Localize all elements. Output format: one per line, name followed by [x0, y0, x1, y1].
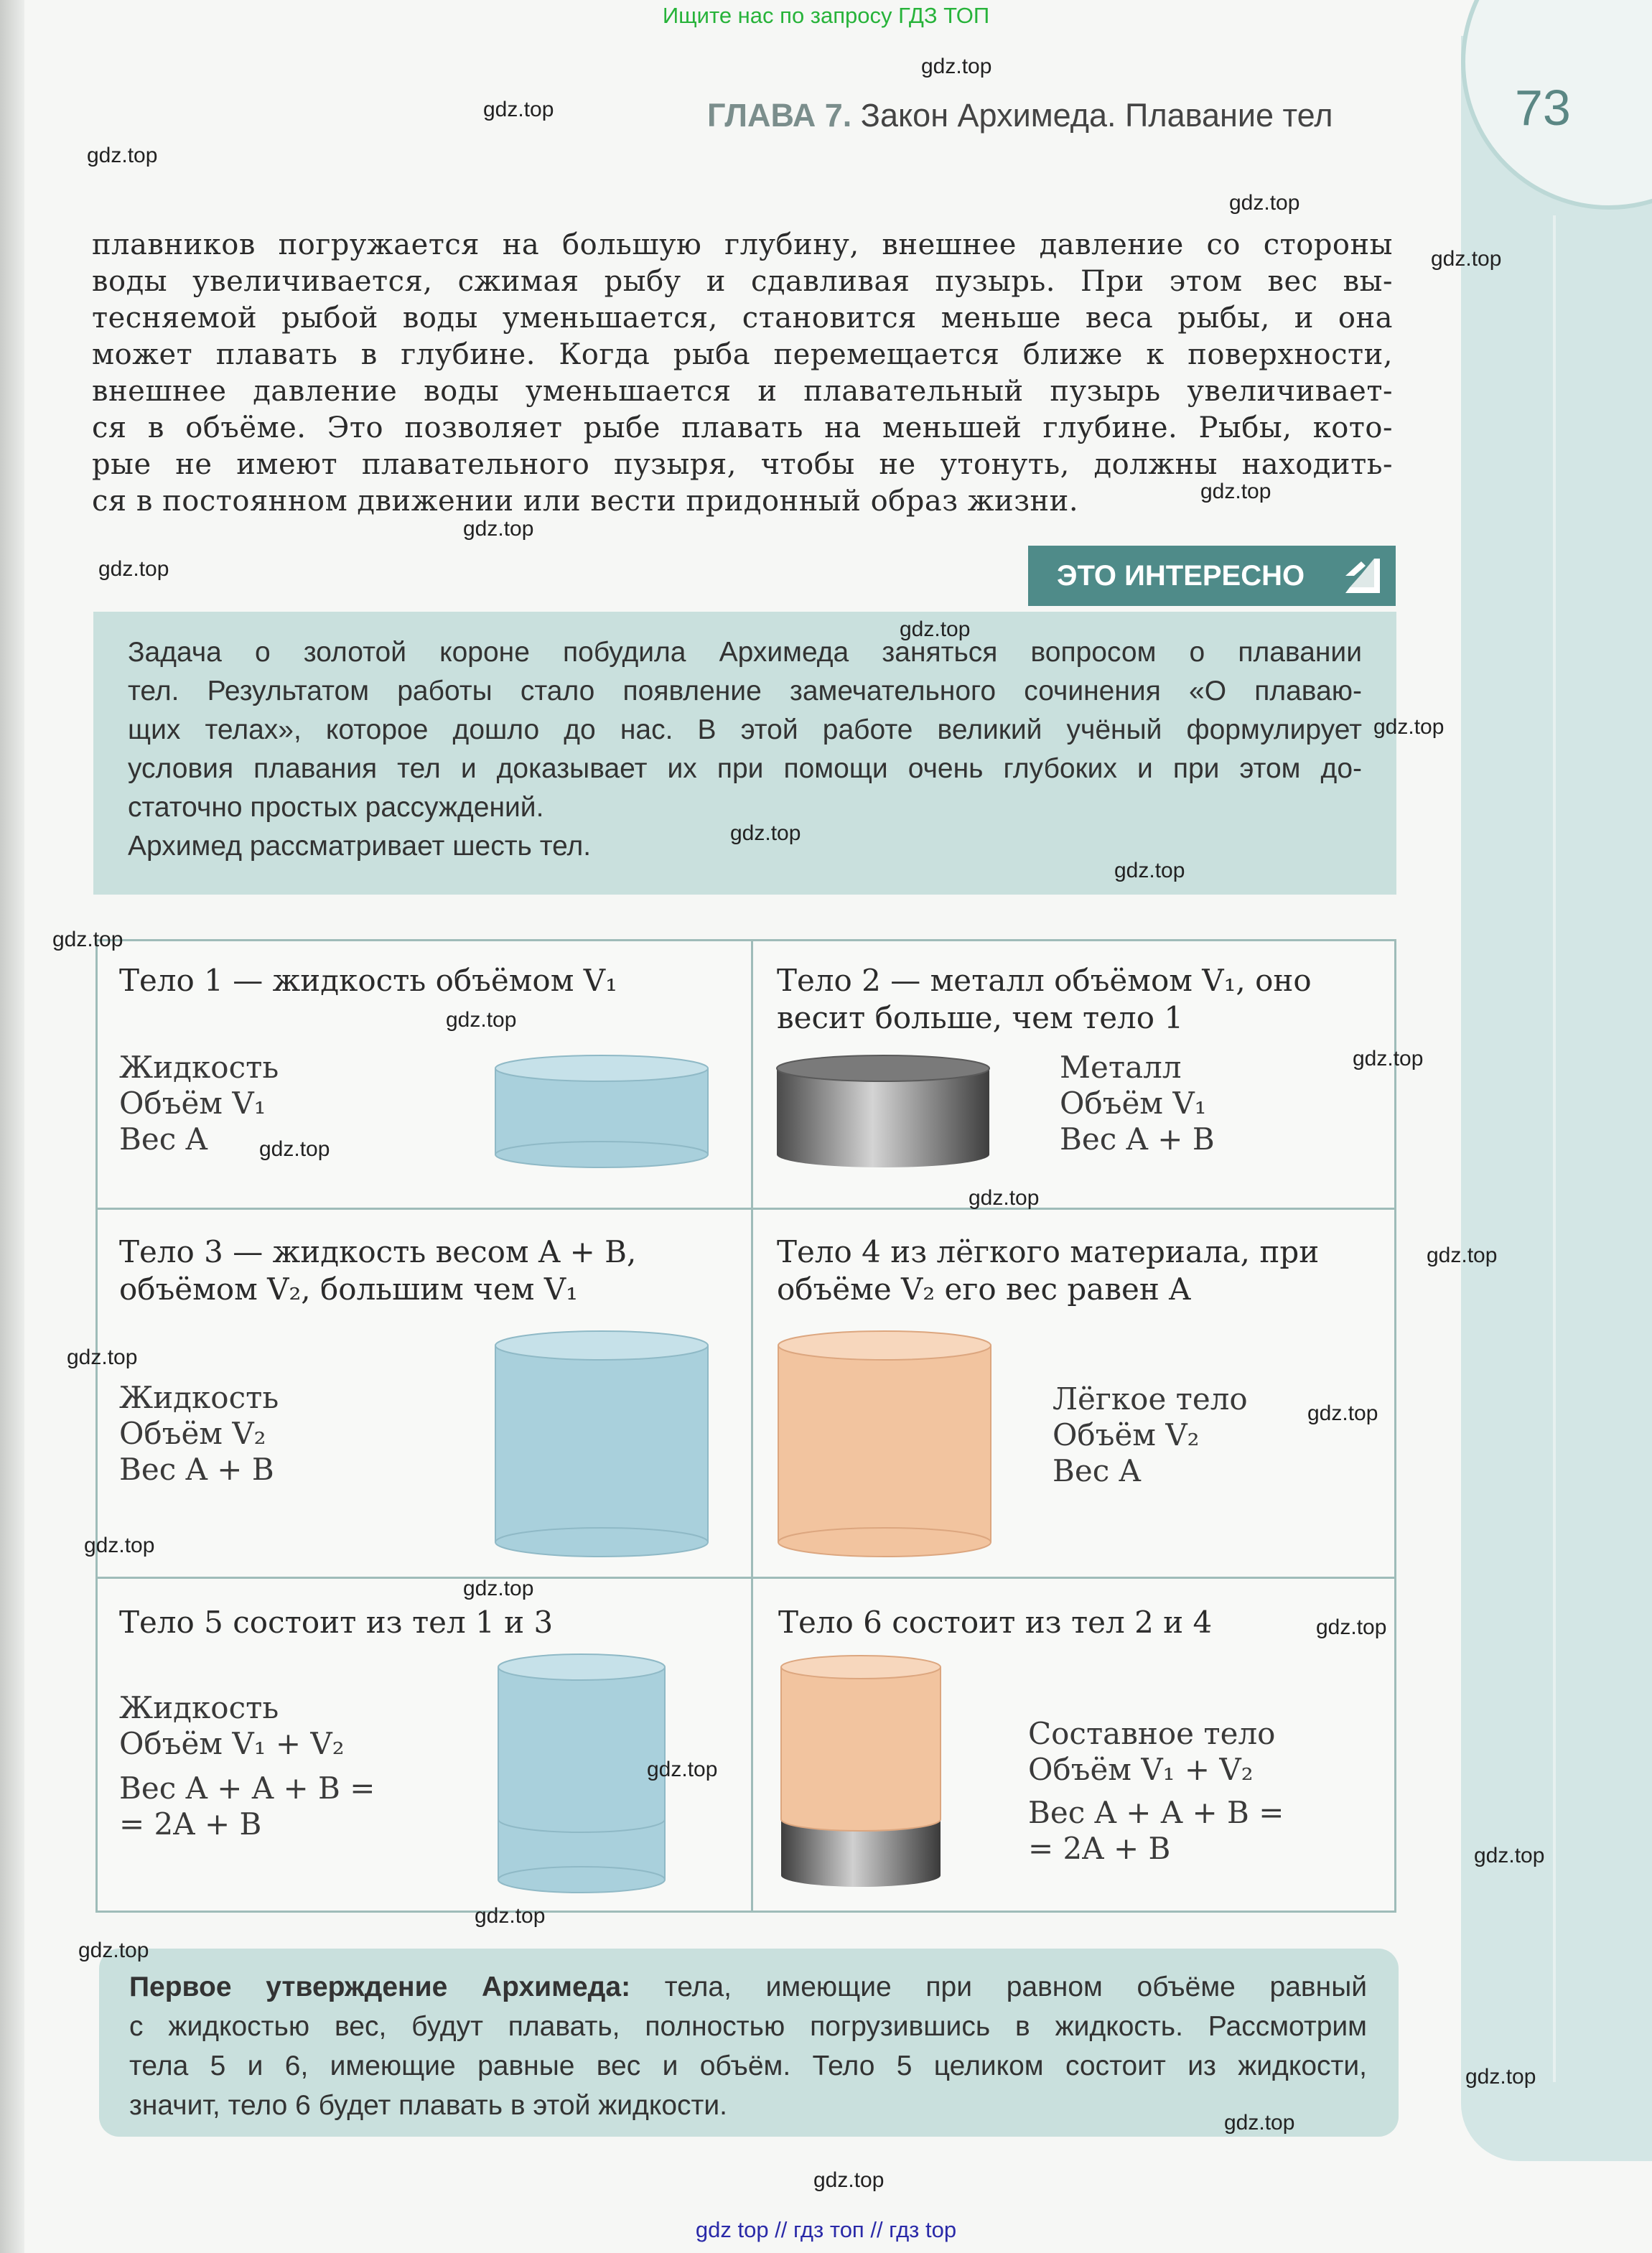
- cell-4-label: Вес A: [1053, 1453, 1141, 1488]
- bottom-link[interactable]: gdz top // гдз топ // гдз top: [695, 2217, 957, 2242]
- light-body-cylinder: [777, 1330, 992, 1559]
- watermark: gdz.top: [67, 1345, 138, 1369]
- watermark: gdz.top: [483, 98, 554, 121]
- cell-5-label: = 2A + B: [119, 1806, 262, 1842]
- chapter-header: [707, 97, 1333, 134]
- watermark: gdz.top: [1229, 191, 1300, 215]
- table-divider-row: [95, 1208, 1396, 1210]
- cell-2-label: Объём V₁: [1060, 1086, 1207, 1121]
- watermark: gdz.top: [969, 1186, 1040, 1210]
- liquid-cylinder-short: [494, 1054, 709, 1169]
- table-divider-vertical: [751, 939, 753, 1913]
- cell-1-title: Тело 1 — жидкость объёмом V₁: [119, 963, 617, 998]
- watermark: gdz.top: [1431, 247, 1502, 271]
- body-line: рые не имеют плавательного пузыря, чтобы не утонуть, должны находить-: [92, 448, 1393, 481]
- watermark: gdz.top: [78, 1939, 149, 1962]
- chapter-title: Закон Архимеда. Плавание тел: [860, 97, 1333, 134]
- watermark: gdz.top: [1373, 715, 1445, 739]
- body-line: ся в объёме. Это позволяет рыбе плавать на меньшей глубине. Рыбы, кото-: [92, 411, 1393, 444]
- interesting-line: Задача о золотой короне побудила Архимеда заняться вопросом о плавании: [128, 637, 1362, 668]
- impossible-triangle-icon: [1340, 554, 1383, 597]
- watermark: gdz.top: [1427, 1244, 1498, 1267]
- cell-3-label: Жидкость: [119, 1380, 279, 1415]
- cell-5-label: Объём V₁ + V₂: [119, 1726, 345, 1761]
- cell-1-label: Жидкость: [119, 1050, 279, 1085]
- cell-4-title: Тело 4 из лёгкого материала, при: [777, 1234, 1320, 1269]
- interesting-line: тел. Результатом работы стало появление замечательного сочинения «О плаваю-: [128, 676, 1362, 706]
- watermark: gdz.top: [446, 1008, 517, 1032]
- watermark: gdz.top: [1114, 859, 1185, 882]
- cell-3-label: Вес A + B: [119, 1452, 274, 1487]
- watermark: gdz.top: [1307, 1401, 1378, 1425]
- statement-line: с жидкостью вес, будут плавать, полностью погрузившись в жидкость. Рассмотрим: [129, 2011, 1367, 2042]
- cell-6-label: Составное тело: [1028, 1716, 1276, 1751]
- watermark: gdz.top: [647, 1758, 718, 1781]
- archimedes-statement-box: [99, 1949, 1399, 2137]
- cell-6-title: Тело 6 состоит из тел 2 и 4: [778, 1605, 1213, 1640]
- interesting-line: условия плавания тел и доказывает их при помощи очень глубоких и при этом до-: [128, 753, 1362, 784]
- margin-panel: [1461, 36, 1652, 2161]
- composite-liquid-cylinder: [497, 1653, 666, 1897]
- watermark: gdz.top: [1465, 2065, 1536, 2089]
- watermark: gdz.top: [1224, 2111, 1295, 2135]
- chapter-label: ГЛАВА 7.: [707, 97, 852, 134]
- watermark: gdz.top: [52, 928, 123, 951]
- watermark: gdz.top: [921, 55, 992, 78]
- watermark: gdz.top: [463, 517, 534, 541]
- statement-line: тела 5 и 6, имеющие равные вес и объём. Тело 5 целиком состоит из жидкости,: [129, 2051, 1367, 2081]
- watermark: gdz.top: [813, 2168, 885, 2192]
- cell-1-label: Объём V₁: [119, 1086, 266, 1121]
- statement-line: значит, тело 6 будет плавать в этой жидкости.: [129, 2090, 727, 2121]
- interesting-box: [93, 612, 1396, 895]
- statement-line: [129, 1967, 1367, 2007]
- page-number: 73: [1515, 80, 1571, 136]
- liquid-cylinder-tall: [494, 1330, 709, 1559]
- cell-3-label: Объём V₂: [119, 1416, 266, 1451]
- body-line: воды увеличивается, сжимая рыбу и сдавливая пузырь. При этом вес вы-: [92, 265, 1393, 298]
- page-binding-shadow: [0, 0, 24, 2253]
- watermark: gdz.top: [1353, 1047, 1424, 1070]
- watermark: gdz.top: [87, 144, 158, 167]
- top-banner[interactable]: Ищите нас по запросу ГДЗ ТОП: [662, 3, 990, 28]
- body-line: внешнее давление воды уменьшается и плавательный пузырь увеличивает-: [92, 375, 1393, 408]
- statement-bold: Первое утверждение Архимеда:: [129, 1972, 631, 2002]
- cell-5-title: Тело 5 состоит из тел 1 и 3: [119, 1605, 554, 1640]
- watermark: gdz.top: [475, 1904, 546, 1928]
- cell-4-label: Объём V₂: [1053, 1417, 1200, 1452]
- statement-text: тела, имеющие при равном объёме равный: [630, 1972, 1368, 2002]
- cell-3-title: Тело 3 — жидкость весом A + B,: [119, 1234, 637, 1269]
- cell-2-label: Вес A + B: [1060, 1121, 1215, 1157]
- composite-body-cylinder: [780, 1653, 942, 1890]
- body-line: тесняемой рыбой воды уменьшается, становится меньше веса рыбы, и она: [92, 302, 1393, 335]
- body-paragraph: [92, 227, 1393, 520]
- interesting-line: статочно простых рассуждений.: [128, 792, 544, 823]
- margin-line: [1553, 215, 1556, 2082]
- watermark: gdz.top: [1200, 480, 1271, 503]
- table-divider-row: [95, 1577, 1396, 1579]
- watermark: gdz.top: [259, 1137, 330, 1161]
- watermark: gdz.top: [463, 1577, 534, 1600]
- interesting-line: щих телах», которое дошло до нас. В этой работе великий учёный формулирует: [128, 714, 1362, 745]
- cell-6-label: Вес A + A + B =: [1028, 1795, 1284, 1830]
- cell-4-label: Лёгкое тело: [1053, 1381, 1248, 1417]
- watermark: gdz.top: [900, 617, 971, 641]
- watermark: gdz.top: [730, 821, 801, 845]
- interesting-line: Архимед рассматривает шесть тел.: [128, 831, 592, 862]
- cell-1-label: Вес A: [119, 1121, 207, 1157]
- cell-6-label: = 2A + B: [1028, 1831, 1171, 1866]
- cell-2-title: Тело 2 — металл объёмом V₁, оно: [777, 963, 1312, 998]
- body-line: может плавать в глубине. Когда рыба перемещается ближе к поверхности,: [92, 338, 1393, 371]
- metal-cylinder: [775, 1054, 991, 1169]
- cell-4-title: объёме V₂ его вес равен A: [777, 1272, 1191, 1307]
- cell-2-label: Металл: [1060, 1050, 1182, 1085]
- body-line: плавников погружается на большую глубину, внешнее давление со стороны: [92, 228, 1393, 261]
- watermark: gdz.top: [1474, 1844, 1545, 1867]
- watermark: gdz.top: [84, 1534, 155, 1557]
- cell-5-label: Вес A + A + B =: [119, 1771, 375, 1806]
- cell-3-title: объёмом V₂, большим чем V₁: [119, 1272, 578, 1307]
- watermark: gdz.top: [98, 557, 169, 581]
- watermark: gdz.top: [1316, 1615, 1387, 1639]
- interesting-tag: [1028, 546, 1396, 606]
- cell-2-title: весит больше, чем тело 1: [777, 1000, 1184, 1035]
- interesting-tag-label: ЭТО ИНТЕРЕСНО: [1057, 560, 1305, 592]
- cell-5-label: Жидкость: [119, 1690, 279, 1725]
- body-line: ся в постоянном движении или вести придонный образ жизни.: [92, 485, 1079, 518]
- cell-6-label: Объём V₁ + V₂: [1028, 1752, 1254, 1787]
